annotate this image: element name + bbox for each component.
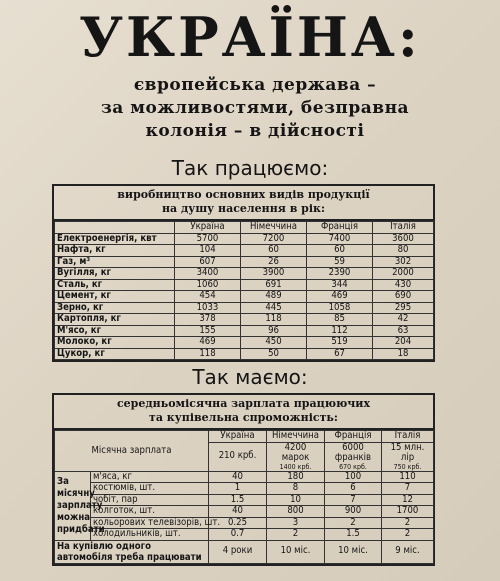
header-cell bbox=[55, 222, 175, 234]
salary-amount: 15 млн. bbox=[390, 441, 425, 453]
value-cell: 50 bbox=[241, 348, 307, 360]
production-table bbox=[54, 221, 434, 360]
salary-value bbox=[382, 442, 434, 471]
country-header-row bbox=[55, 431, 434, 443]
value-cell: 10 міс. bbox=[267, 540, 325, 563]
value-cell: 1060 bbox=[175, 279, 241, 291]
salary-label: Місячна зарплата bbox=[55, 431, 209, 472]
table-header-row bbox=[55, 222, 434, 234]
table-row bbox=[55, 256, 434, 268]
value-cell: 1.5 bbox=[325, 529, 382, 541]
product-label: Картопля, кг bbox=[55, 314, 175, 326]
salary-caption bbox=[54, 395, 433, 430]
value-cell: 302 bbox=[373, 256, 434, 268]
section-title-work: Так працюємо: bbox=[171, 156, 329, 180]
value-cell: 60 bbox=[307, 245, 373, 257]
product-label: Газ, м³ bbox=[55, 256, 175, 268]
value-cell: 1 bbox=[209, 483, 267, 495]
salary-value bbox=[267, 442, 325, 471]
table-row bbox=[55, 291, 434, 303]
value-cell: 2 bbox=[382, 517, 434, 529]
value-cell: 1058 bbox=[307, 302, 373, 314]
value-cell: 450 bbox=[241, 337, 307, 349]
value-cell: 59 bbox=[307, 256, 373, 268]
table-row bbox=[55, 268, 434, 280]
value-cell: 110 bbox=[382, 471, 434, 483]
table-row bbox=[55, 245, 434, 257]
header-cell: Німеччина bbox=[241, 222, 307, 234]
value-cell: 40 bbox=[209, 471, 267, 483]
purchase-side-label: За місячну зарплату можна придбати bbox=[55, 471, 91, 540]
value-cell: 12 bbox=[382, 494, 434, 506]
subheadline-line: колонія – в дійсності bbox=[145, 121, 365, 141]
value-cell: 104 bbox=[175, 245, 241, 257]
value-cell: 295 bbox=[373, 302, 434, 314]
production-caption bbox=[54, 186, 433, 221]
item-label: кольорових телевізорів, шт. bbox=[91, 517, 209, 529]
salary-rub: 1400 крб. bbox=[279, 462, 312, 471]
value-cell: 26 bbox=[241, 256, 307, 268]
item-label: колготок, шт. bbox=[91, 506, 209, 518]
caption-line: середньомісячна зарплата працюючих bbox=[116, 397, 371, 410]
product-label: Електроенергія, квт bbox=[55, 233, 175, 245]
value-cell: 2 bbox=[382, 529, 434, 541]
table-row bbox=[55, 314, 434, 326]
caption-line: та купівельна спроможність: bbox=[149, 411, 338, 424]
product-label: М'ясо, кг bbox=[55, 325, 175, 337]
salary-currency: франків bbox=[334, 451, 372, 463]
value-cell: 0.25 bbox=[209, 517, 267, 529]
value-cell: 40 bbox=[209, 506, 267, 518]
value-cell: 80 bbox=[373, 245, 434, 257]
subheadline-line: за можливостями, безправна bbox=[100, 98, 410, 118]
product-label: Цемент, кг bbox=[55, 291, 175, 303]
value-cell: 607 bbox=[175, 256, 241, 268]
value-cell: 469 bbox=[175, 337, 241, 349]
value-cell: 454 bbox=[175, 291, 241, 303]
value-cell: 691 bbox=[241, 279, 307, 291]
value-cell: 469 bbox=[307, 291, 373, 303]
country-name: Італія bbox=[382, 431, 434, 443]
value-cell: 0.7 bbox=[209, 529, 267, 541]
salary-amount: 4200 bbox=[284, 441, 307, 453]
salary-value bbox=[325, 442, 382, 471]
table-row bbox=[55, 337, 434, 349]
header-cell: Італія bbox=[373, 222, 434, 234]
salary-value: 210 крб. bbox=[209, 442, 267, 471]
table-row bbox=[55, 302, 434, 314]
value-cell: 10 міс. bbox=[325, 540, 382, 563]
value-cell: 85 bbox=[307, 314, 373, 326]
value-cell: 60 bbox=[241, 245, 307, 257]
salary-currency: марок bbox=[281, 451, 310, 463]
value-cell: 9 міс. bbox=[382, 540, 434, 563]
value-cell: 2 bbox=[267, 529, 325, 541]
table-row bbox=[55, 233, 434, 245]
product-label: Сталь, кг bbox=[55, 279, 175, 291]
value-cell: 519 bbox=[307, 337, 373, 349]
item-label: холодильників, шт. bbox=[91, 529, 209, 541]
purchase-row bbox=[55, 483, 434, 495]
subheadline bbox=[20, 74, 490, 143]
value-cell: 7400 bbox=[307, 233, 373, 245]
value-cell: 204 bbox=[373, 337, 434, 349]
value-cell: 378 bbox=[175, 314, 241, 326]
salary-amount: 6000 bbox=[342, 441, 364, 453]
value-cell: 445 bbox=[241, 302, 307, 314]
value-cell: 180 bbox=[267, 471, 325, 483]
value-cell: 3400 bbox=[175, 268, 241, 280]
caption-line: на душу населення в рік: bbox=[161, 202, 326, 215]
value-cell: 5700 bbox=[175, 233, 241, 245]
salary-rub: 670 крб. bbox=[339, 462, 367, 471]
value-cell: 42 bbox=[373, 314, 434, 326]
value-cell: 800 bbox=[267, 506, 325, 518]
value-cell: 96 bbox=[241, 325, 307, 337]
value-cell: 2 bbox=[325, 517, 382, 529]
item-label: м'яса, кг bbox=[91, 471, 209, 483]
table-row bbox=[55, 348, 434, 360]
value-cell: 18 bbox=[373, 348, 434, 360]
value-cell: 489 bbox=[241, 291, 307, 303]
value-cell: 155 bbox=[175, 325, 241, 337]
value-cell: 3600 bbox=[373, 233, 434, 245]
value-cell: 4 роки bbox=[209, 540, 267, 563]
headline: УКРАЇНА: bbox=[79, 5, 421, 69]
value-cell: 2390 bbox=[307, 268, 373, 280]
country-name: Україна bbox=[209, 431, 267, 443]
value-cell: 6 bbox=[325, 483, 382, 495]
value-cell: 67 bbox=[307, 348, 373, 360]
country-name: Німеччина bbox=[267, 431, 325, 443]
value-cell: 1700 bbox=[382, 506, 434, 518]
value-cell: 3900 bbox=[241, 268, 307, 280]
value-cell: 63 bbox=[373, 325, 434, 337]
caption-line: виробництво основних видів продукції bbox=[117, 188, 370, 201]
table-row bbox=[55, 279, 434, 291]
product-label: Вугілля, кг bbox=[55, 268, 175, 280]
salary-table bbox=[54, 430, 434, 564]
purchase-row bbox=[55, 517, 434, 529]
car-row bbox=[55, 540, 434, 563]
section-title-have: Так маємо: bbox=[192, 365, 308, 389]
product-label: Зерно, кг bbox=[55, 302, 175, 314]
subheadline-line: європейська держава – bbox=[133, 75, 377, 95]
value-cell: 7 bbox=[382, 483, 434, 495]
purchase-row bbox=[55, 471, 434, 483]
value-cell: 10 bbox=[267, 494, 325, 506]
value-cell: 344 bbox=[307, 279, 373, 291]
value-cell: 118 bbox=[241, 314, 307, 326]
table-row bbox=[55, 325, 434, 337]
country-name: Франція bbox=[325, 431, 382, 443]
car-label: На купівлю одного автомобіля треба працювати bbox=[55, 540, 209, 563]
value-cell: 112 bbox=[307, 325, 373, 337]
salary-table-box bbox=[52, 393, 435, 566]
purchase-row bbox=[55, 529, 434, 541]
value-cell: 690 bbox=[373, 291, 434, 303]
value-cell: 8 bbox=[267, 483, 325, 495]
value-cell: 100 bbox=[325, 471, 382, 483]
value-cell: 2000 bbox=[373, 268, 434, 280]
purchase-row bbox=[55, 506, 434, 518]
item-label: костюмів, шт. bbox=[91, 483, 209, 495]
value-cell: 900 bbox=[325, 506, 382, 518]
purchase-row bbox=[55, 494, 434, 506]
production-table-box bbox=[52, 184, 435, 362]
salary-rub: 750 крб. bbox=[393, 462, 422, 471]
value-cell: 7 bbox=[325, 494, 382, 506]
value-cell: 1033 bbox=[175, 302, 241, 314]
product-label: Молоко, кг bbox=[55, 337, 175, 349]
value-cell: 7200 bbox=[241, 233, 307, 245]
salary-currency: лір bbox=[400, 451, 415, 463]
header-cell: Україна bbox=[175, 222, 241, 234]
value-cell: 118 bbox=[175, 348, 241, 360]
product-label: Цукор, кг bbox=[55, 348, 175, 360]
value-cell: 430 bbox=[373, 279, 434, 291]
value-cell: 3 bbox=[267, 517, 325, 529]
product-label: Нафта, кг bbox=[55, 245, 175, 257]
header-cell: Франція bbox=[307, 222, 373, 234]
item-label: чобіт, пар bbox=[91, 494, 209, 506]
value-cell: 1.5 bbox=[209, 494, 267, 506]
